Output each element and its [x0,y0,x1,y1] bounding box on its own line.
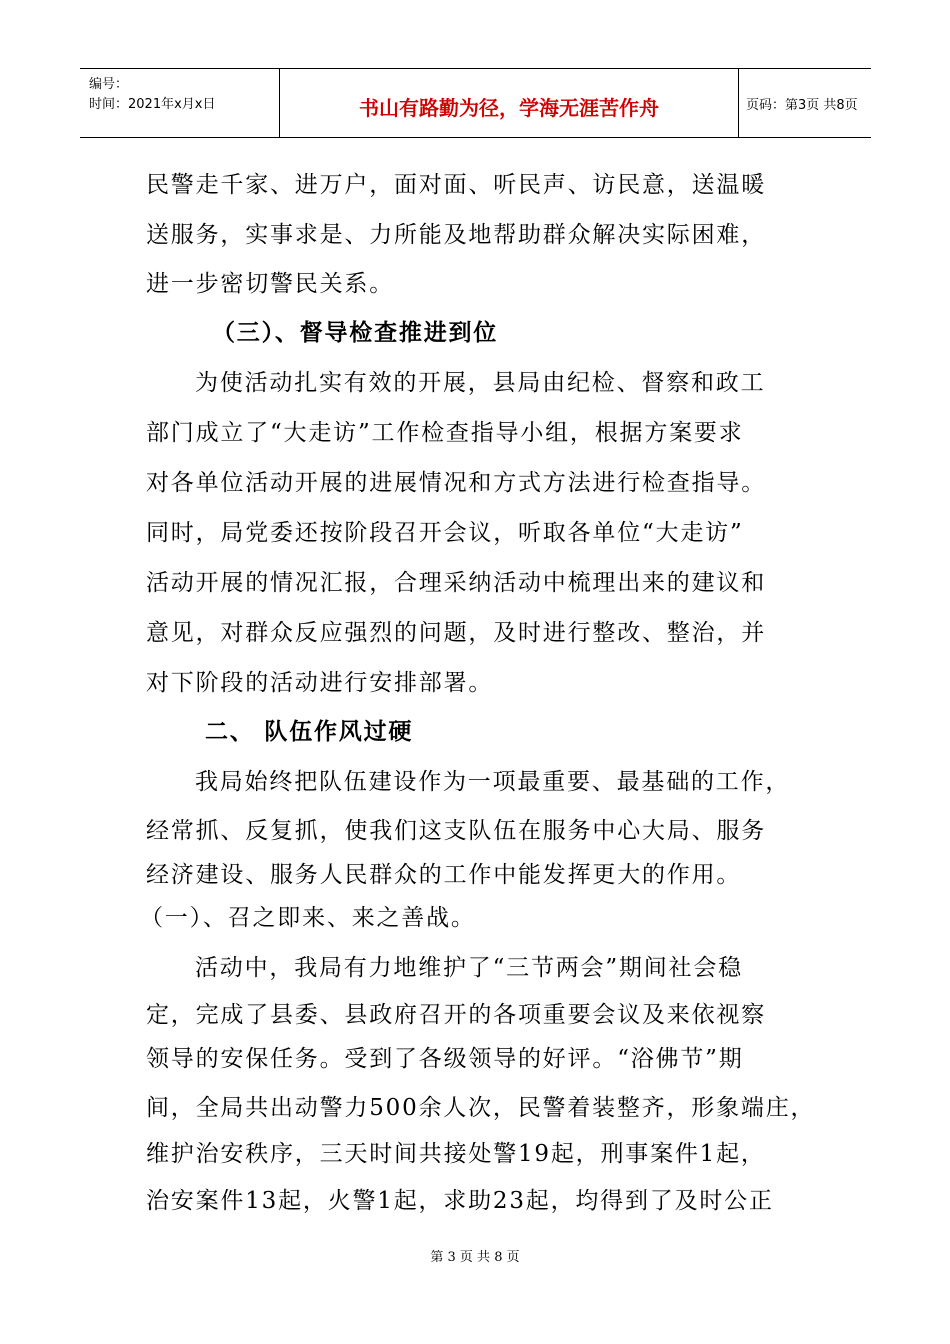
body-line: 部门成立了“大走访”工作检查指导小组，根据方案要求 [146,420,744,446]
body-line: 意见，对群众反应强烈的问题，及时进行整改、整治，并 [146,620,766,646]
body-line: 经常抓、反复抓，使我们这支队伍在服务中心大局、服务 [146,818,766,844]
body-line: 同时，局党委还按阶段召开会议，听取各单位“大走访” [146,520,744,546]
body-line: 进一步密切警民关系。 [146,271,394,297]
body-line: 我局始终把队伍建设作为一项最重要、最基础的工作， [195,769,791,795]
document-number: 编号： [89,77,129,92]
page-footer: 第 3 页 共 8 页 [430,1250,520,1265]
body-line: 为使活动扎实有效的开展，县局由纪检、督察和政工 [195,370,766,396]
body-line: 民警走千家、进万户，面对面、听民声、访民意，送温暖 [146,172,766,198]
header-page-cell [738,69,871,137]
body-line: 治安案件13起，火警1起，求助23起，均得到了及时公正 [146,1188,774,1214]
subsection-heading: （一）、召之即来、来之善战。 [140,905,476,931]
body-line: 经济建设、服务人民群众的工作中能发挥更大的作用。 [146,862,742,888]
body-line: 维护治安秩序，三天时间共接处警19起，刑事案件1起， [146,1141,766,1167]
section-heading-2: 二、 队伍作风过硬 [205,718,414,745]
body-line: 对各单位活动开展的进展情况和方式方法进行检查指导。 [146,470,766,496]
header-info-cell [80,69,279,137]
body-line: 活动中，我局有力地维护了“三节两会”期间社会稳 [195,955,743,981]
body-line: 定，完成了县委、县政府召开的各项重要会议及来依视察 [146,1002,766,1028]
document-date: 时间：2021年x月x日 [89,97,216,112]
document-header [80,68,871,138]
body-line: 送服务，实事求是、力所能及地帮助群众解决实际困难， [146,222,766,248]
section-heading-3: （三）、督导检查推进到位 [212,319,499,346]
body-line: 活动开展的情况汇报，合理采纳活动中梳理出来的建议和 [146,570,766,596]
body-line: 间，全局共出动警力500余人次，民警着装整齐，形象端庄， [146,1095,816,1121]
header-page-code: 页码：第3页 共8页 [746,98,858,113]
header-motto: 书山有路勤为径，学海无涯苦作舟 [359,96,659,120]
body-line: 对下阶段的活动进行安排部署。 [146,670,494,696]
body-line: 领导的安保任务。受到了各级领导的好评。“浴佛节”期 [146,1046,744,1072]
header-motto-cell [279,69,739,137]
